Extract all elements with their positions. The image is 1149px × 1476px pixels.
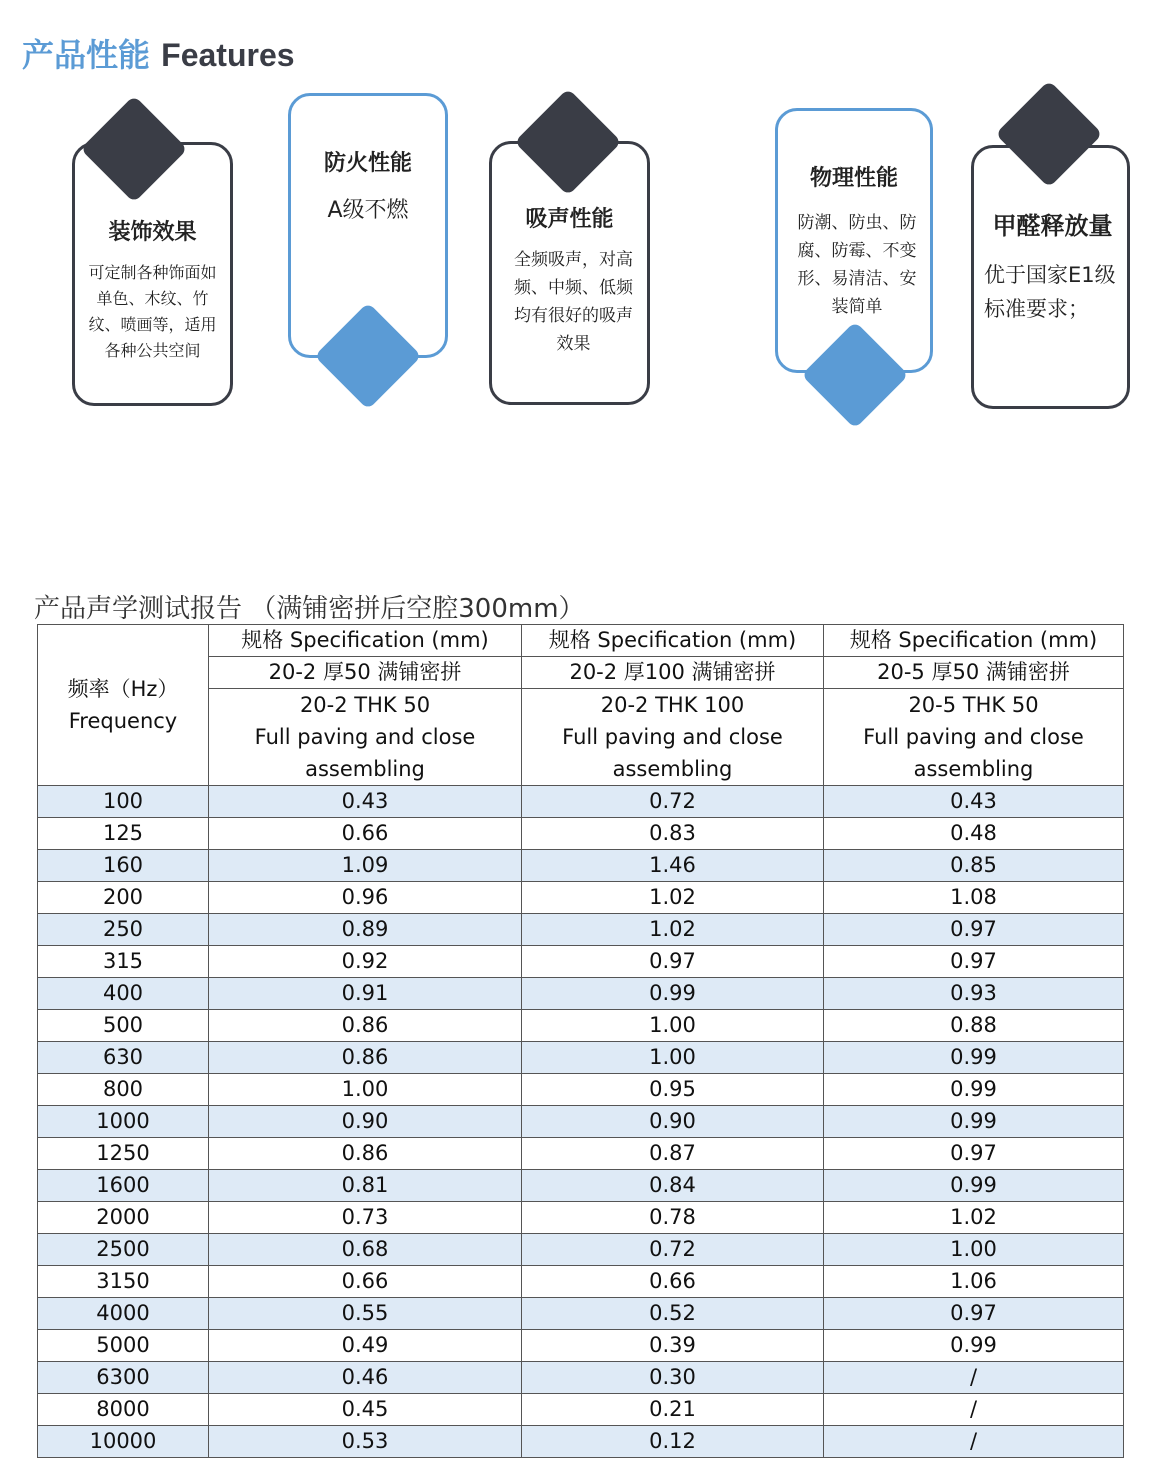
- absorption-value-cell: 0.87: [522, 1138, 824, 1170]
- absorption-value-cell: 0.86: [209, 1138, 522, 1170]
- table-row: [38, 1266, 1124, 1298]
- table-row: [38, 914, 1124, 946]
- absorption-value-cell: 0.91: [209, 978, 522, 1010]
- absorption-value-cell: 1.46: [522, 850, 824, 882]
- feature-title: 甲醛释放量: [992, 212, 1113, 240]
- frequency-cell: 1250: [38, 1138, 209, 1170]
- absorption-value-cell: 0.49: [209, 1330, 522, 1362]
- table-row: [38, 1298, 1124, 1330]
- absorption-value-cell: 1.08: [824, 882, 1124, 914]
- spec-en-desc: Full paving and close assembling: [254, 725, 476, 781]
- absorption-value-cell: 1.00: [824, 1234, 1124, 1266]
- frequency-cell: 500: [38, 1010, 209, 1042]
- table-row: [38, 1010, 1124, 1042]
- absorption-value-cell: 0.97: [824, 1298, 1124, 1330]
- spec-en-code: 20-2 THK 50: [299, 693, 431, 717]
- table-row: [38, 818, 1124, 850]
- table-row: [38, 786, 1124, 818]
- frequency-cell: 3150: [38, 1266, 209, 1298]
- frequency-cell: 200: [38, 882, 209, 914]
- frequency-cell: 400: [38, 978, 209, 1010]
- absorption-value-cell: 1.06: [824, 1266, 1124, 1298]
- absorption-value-cell: 0.97: [824, 1138, 1124, 1170]
- absorption-value-cell: 0.86: [209, 1042, 522, 1074]
- absorption-value-cell: 0.43: [824, 786, 1124, 818]
- absorption-value-cell: 0.21: [522, 1394, 824, 1426]
- acoustic-test-table: [37, 624, 1124, 1458]
- feature-description: A级不燃: [327, 198, 409, 223]
- absorption-value-cell: 0.86: [209, 1010, 522, 1042]
- table-row: [38, 1202, 1124, 1234]
- absorption-value-cell: /: [824, 1426, 1124, 1458]
- spec-en-code: 20-5 THK 50: [908, 693, 1039, 717]
- table-row: [38, 1426, 1124, 1458]
- spec-label: 规格 Specification (mm): [824, 625, 1124, 657]
- absorption-value-cell: 0.84: [522, 1170, 824, 1202]
- absorption-value-cell: /: [824, 1362, 1124, 1394]
- absorption-value-cell: 1.09: [209, 850, 522, 882]
- feature-title: 吸声性能: [525, 207, 614, 232]
- absorption-value-cell: 0.95: [522, 1074, 824, 1106]
- title-zh: 产品性能: [22, 36, 151, 74]
- absorption-value-cell: 0.99: [824, 1330, 1124, 1362]
- absorption-value-cell: 0.53: [209, 1426, 522, 1458]
- absorption-value-cell: 0.99: [522, 978, 824, 1010]
- absorption-value-cell: 0.78: [522, 1202, 824, 1234]
- frequency-cell: 800: [38, 1074, 209, 1106]
- absorption-value-cell: 0.73: [209, 1202, 522, 1234]
- table-caption: 产品声学测试报告 （满铺密拼后空腔300mm）: [34, 594, 585, 624]
- table-row: [38, 1106, 1124, 1138]
- absorption-value-cell: 0.97: [522, 946, 824, 978]
- title-en: Features: [161, 37, 295, 73]
- feature-title: 防火性能: [323, 151, 412, 176]
- spec-en-code: 20-2 THK 100: [600, 693, 745, 717]
- absorption-value-cell: 0.66: [209, 1266, 522, 1298]
- frequency-cell: 5000: [38, 1330, 209, 1362]
- frequency-cell: 2500: [38, 1234, 209, 1266]
- table-row: [38, 1138, 1124, 1170]
- absorption-value-cell: 1.02: [522, 882, 824, 914]
- absorption-value-cell: 0.55: [209, 1298, 522, 1330]
- absorption-value-cell: 0.46: [209, 1362, 522, 1394]
- frequency-cell: 10000: [38, 1426, 209, 1458]
- table-row: [38, 946, 1124, 978]
- page-title: [22, 30, 295, 76]
- absorption-value-cell: 0.66: [522, 1266, 824, 1298]
- feature-description: 可定制各种饰面如单色、木纹、竹纹、喷画等，适用各种公共空间: [88, 263, 217, 360]
- absorption-value-cell: 1.00: [209, 1074, 522, 1106]
- spec-label: 规格 Specification (mm): [209, 625, 522, 657]
- table-row: [38, 1042, 1124, 1074]
- table-row: [38, 1170, 1124, 1202]
- absorption-value-cell: 0.43: [209, 786, 522, 818]
- spec-zh: 20-2 厚50 满铺密拼: [209, 657, 522, 689]
- frequency-cell: 2000: [38, 1202, 209, 1234]
- feature-description: 防潮、防虫、防腐、防霉、不变形、易清洁、安装简单: [797, 213, 917, 317]
- absorption-value-cell: 0.99: [824, 1042, 1124, 1074]
- spec-en: [824, 689, 1124, 786]
- spec-en: [522, 689, 824, 786]
- absorption-value-cell: 1.02: [522, 914, 824, 946]
- absorption-value-cell: /: [824, 1394, 1124, 1426]
- table-row: [38, 978, 1124, 1010]
- table-row: [38, 1074, 1124, 1106]
- frequency-cell: 100: [38, 786, 209, 818]
- absorption-value-cell: 0.97: [824, 946, 1124, 978]
- absorption-value-cell: 0.81: [209, 1170, 522, 1202]
- spec-en-desc: Full paving and close assembling: [562, 725, 783, 781]
- absorption-value-cell: 0.39: [522, 1330, 824, 1362]
- absorption-value-cell: 0.90: [209, 1106, 522, 1138]
- spec-label: 规格 Specification (mm): [522, 625, 824, 657]
- table-row: [38, 1330, 1124, 1362]
- frequency-cell: 125: [38, 818, 209, 850]
- feature-title: 装饰效果: [108, 220, 197, 245]
- absorption-value-cell: 0.72: [522, 1234, 824, 1266]
- frequency-cell: 6300: [38, 1362, 209, 1394]
- frequency-header: [38, 625, 209, 786]
- frequency-header-zh: 频率（Hz）: [67, 677, 179, 701]
- spec-en: [209, 689, 522, 786]
- absorption-value-cell: 0.93: [824, 978, 1124, 1010]
- table-row: [38, 1394, 1124, 1426]
- feature-title: 物理性能: [809, 166, 898, 191]
- absorption-value-cell: 0.99: [824, 1074, 1124, 1106]
- absorption-value-cell: 0.45: [209, 1394, 522, 1426]
- table-body: [38, 786, 1124, 1458]
- absorption-value-cell: 0.52: [522, 1298, 824, 1330]
- absorption-value-cell: 0.83: [522, 818, 824, 850]
- frequency-cell: 1600: [38, 1170, 209, 1202]
- absorption-value-cell: 0.12: [522, 1426, 824, 1458]
- absorption-value-cell: 0.89: [209, 914, 522, 946]
- frequency-cell: 1000: [38, 1106, 209, 1138]
- absorption-value-cell: 1.00: [522, 1042, 824, 1074]
- absorption-value-cell: 0.72: [522, 786, 824, 818]
- absorption-value-cell: 0.97: [824, 914, 1124, 946]
- table-row: [38, 850, 1124, 882]
- spec-en-desc: Full paving and close assembling: [863, 725, 1084, 781]
- feature-description: 全频吸声，对高频、中频、低频均有很好的吸声效果: [514, 250, 633, 354]
- absorption-value-cell: 0.99: [824, 1170, 1124, 1202]
- absorption-value-cell: 1.00: [522, 1010, 824, 1042]
- frequency-cell: 8000: [38, 1394, 209, 1426]
- absorption-value-cell: 0.99: [824, 1106, 1124, 1138]
- absorption-value-cell: 0.68: [209, 1234, 522, 1266]
- frequency-cell: 315: [38, 946, 209, 978]
- absorption-value-cell: 0.90: [522, 1106, 824, 1138]
- absorption-value-cell: 0.85: [824, 850, 1124, 882]
- frequency-cell: 630: [38, 1042, 209, 1074]
- absorption-value-cell: 0.92: [209, 946, 522, 978]
- frequency-cell: 160: [38, 850, 209, 882]
- table-row: [38, 882, 1124, 914]
- absorption-value-cell: 0.66: [209, 818, 522, 850]
- absorption-value-cell: 0.30: [522, 1362, 824, 1394]
- table-row: [38, 1234, 1124, 1266]
- absorption-value-cell: 0.96: [209, 882, 522, 914]
- absorption-value-cell: 1.02: [824, 1202, 1124, 1234]
- frequency-cell: 4000: [38, 1298, 209, 1330]
- frequency-header-en: Frequency: [68, 709, 178, 733]
- table-row: [38, 1362, 1124, 1394]
- absorption-value-cell: 0.88: [824, 1010, 1124, 1042]
- absorption-value-cell: 0.48: [824, 818, 1124, 850]
- spec-zh: 20-2 厚100 满铺密拼: [522, 657, 824, 689]
- spec-zh: 20-5 厚50 满铺密拼: [824, 657, 1124, 689]
- feature-description: 优于国家E1级标准要求；: [984, 263, 1116, 321]
- frequency-cell: 250: [38, 914, 209, 946]
